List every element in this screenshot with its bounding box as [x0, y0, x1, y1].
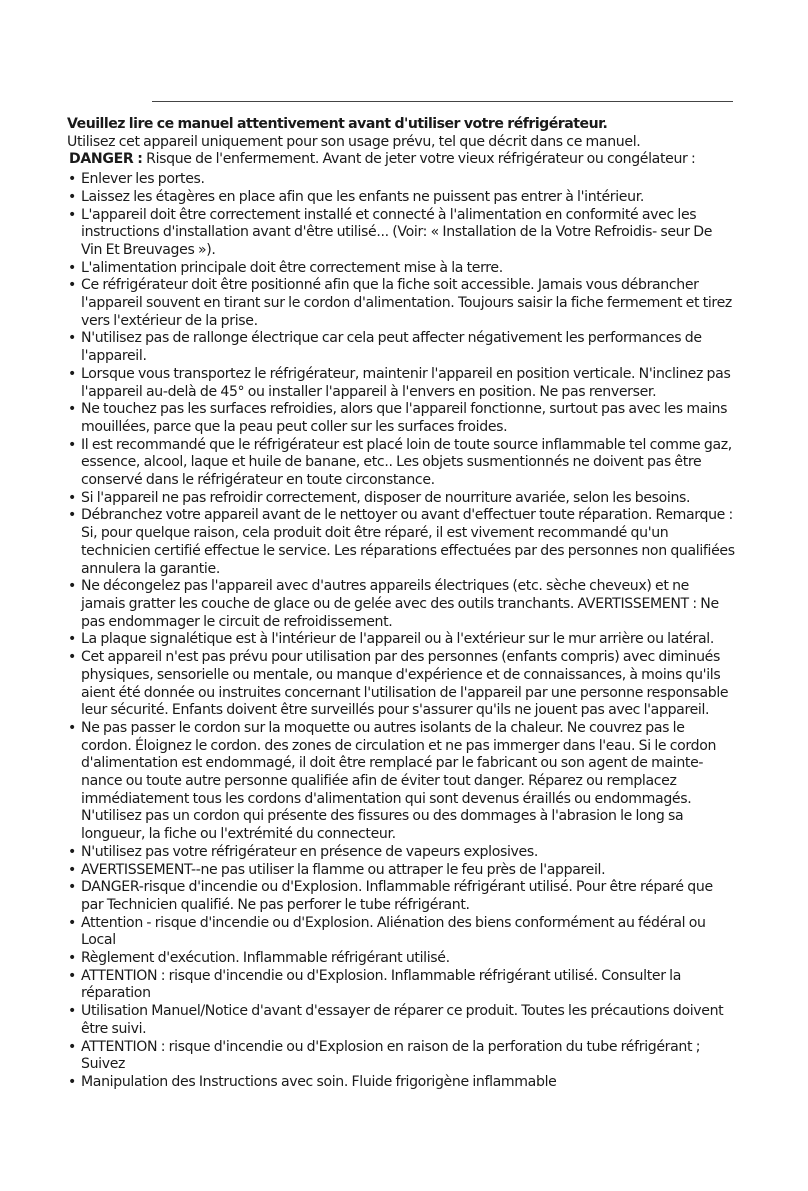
list-item: [67, 277, 735, 330]
list-item-text: Laissez les étagères en place afin que les enfants ne puissent pas entrer à l'intérieur.: [81, 188, 644, 205]
bullet-icon: •: [68, 401, 76, 418]
list-item-text: Enlever les portes.: [81, 171, 205, 188]
list-item: [67, 490, 735, 508]
bullet-icon: •: [68, 1003, 76, 1020]
list-item: [67, 189, 735, 207]
page-heading: Veuillez lire ce manuel attentivement avant d'utiliser votre réfrigérateur.: [67, 116, 608, 132]
list-item-text: Utilisation Manuel/Notice d'avant d'essayer de réparer ce produit. Toutes les précautions doivent être suivi.: [81, 1003, 724, 1037]
list-item-text: DANGER-risque d'incendie ou d'Explosion. Inflammable réfrigérant utilisé. Pour être réparé que par Technicien qualifié. Ne pas perforer le tube réfrigérant.: [81, 879, 713, 913]
list-item: [67, 366, 735, 401]
list-item: [67, 507, 735, 578]
bullet-icon: •: [68, 967, 76, 984]
intro-text: Utilisez cet appareil uniquement pour son usage prévu, tel que décrit dans ce manuel.: [67, 133, 641, 150]
list-item: [67, 1074, 735, 1092]
header-rule: [152, 101, 733, 102]
bullet-icon: •: [68, 861, 76, 878]
bullet-icon: •: [68, 843, 76, 860]
list-item-text: Ce réfrigérateur doit être positionné afin que la fiche soit accessible. Jamais vous débrancher l'appareil souvent en tirant sur le cordon d'alimentation. Toujours saisir la fiche fermement et tirez vers l'extérieur de la prise.: [81, 277, 732, 329]
bullet-icon: •: [68, 507, 76, 524]
list-item-text: AVERTISSEMENT--ne pas utiliser la flamme ou attraper le feu près de l'appareil.: [81, 861, 606, 878]
list-item-text: ATTENTION : risque d'incendie ou d'Explosion. Inflammable réfrigérant utilisé. Consulter la réparation: [81, 967, 682, 1002]
list-item-text: La plaque signalétique est à l'intérieur de l'appareil ou à l'extérieur sur le mur arrière ou latéral.: [81, 631, 714, 648]
bullet-icon: •: [68, 489, 76, 506]
bullet-icon: •: [68, 259, 76, 276]
list-item: [67, 915, 735, 950]
safety-instructions: [67, 116, 735, 1092]
list-item: [67, 950, 735, 968]
list-item-text: L'appareil doit être correctement installé et connecté à l'alimentation en conformité avec les instructions d'installation avant d'être utilisé... (Voir: « Installation de la Votre Refroidis- seur De Vin Et Breuvages »).: [81, 206, 713, 258]
list-item: [67, 649, 735, 720]
bullet-icon: •: [68, 277, 76, 294]
list-item: [67, 1003, 735, 1038]
list-item: [67, 207, 735, 260]
danger-label: DANGER :: [69, 151, 143, 168]
bullet-icon: •: [68, 914, 76, 931]
list-item: [67, 631, 735, 649]
bullet-icon: •: [68, 206, 76, 223]
list-item-text: Débranchez votre appareil avant de le nettoyer ou avant d'effectuer toute réparation. Remarque : Si, pour quelque raison, cela produit doit être réparé, il est vivement recommandé qu'un technicien certifié effectue le service. Les réparations effectuées par des personnes non qualifiées annulera la garantie.: [81, 507, 735, 577]
list-item-text: ATTENTION : risque d'incendie ou d'Explosion en raison de la perforation du tube réfrigérant ; Suivez: [81, 1038, 701, 1073]
bullet-icon: •: [68, 578, 76, 595]
bullet-icon: •: [68, 188, 76, 205]
list-item-text: Manipulation des Instructions avec soin. Fluide frigorigène inflammable: [81, 1073, 557, 1090]
list-item: [67, 968, 735, 1003]
list-item-text: Ne décongelez pas l'appareil avec d'autres appareils électriques (etc. sèche cheveux) et ne jamais gratter les couche de glace ou de gelée avec des outils tranchants. AVERTISSEMENT : Ne pas endommager le circuit de refroidissement.: [81, 578, 719, 630]
list-item: [67, 578, 735, 631]
list-item: [67, 260, 735, 278]
bullet-icon: •: [68, 879, 76, 896]
bullet-icon: •: [68, 631, 76, 648]
list-item-text: N'utilisez pas de rallonge électrique car cela peut affecter négativement les performances de l'appareil.: [81, 330, 702, 365]
bullet-icon: •: [68, 1073, 76, 1090]
bullet-icon: •: [68, 171, 76, 188]
danger-text: Risque de l'enfermement. Avant de jeter votre vieux réfrigérateur ou congélateur :: [142, 151, 696, 168]
list-item: [67, 862, 735, 880]
safety-list: [67, 171, 735, 1092]
list-item-text: Attention - risque d'incendie ou d'Explosion. Aliénation des biens conformément au fédéral ou Local: [81, 914, 706, 949]
bullet-icon: •: [68, 365, 76, 382]
bullet-icon: •: [68, 649, 76, 666]
bullet-icon: •: [68, 719, 76, 736]
list-item: [67, 171, 735, 189]
list-item-text: L'alimentation principale doit être correctement mise à la terre.: [81, 259, 503, 276]
list-item-text: Ne touchez pas les surfaces refroidies, alors que l'appareil fonctionne, surtout pas avec les mains mouillées, parce que la peau peut coller sur les surfaces froides.: [81, 401, 728, 435]
bullet-icon: •: [68, 950, 76, 967]
danger-warning: [69, 151, 735, 169]
list-item: [67, 401, 735, 436]
list-item: [67, 330, 735, 365]
bullet-icon: •: [68, 436, 76, 453]
list-item: [67, 879, 735, 914]
list-item: [67, 1039, 735, 1074]
list-item-text: Règlement d'exécution. Inflammable réfrigérant utilisé.: [81, 950, 450, 967]
list-item-text: N'utilisez pas votre réfrigérateur en présence de vapeurs explosives.: [81, 843, 538, 860]
bullet-icon: •: [68, 1038, 76, 1055]
list-item-text: Si l'appareil ne pas refroidir correctement, disposer de nourriture avariée, selon les besoins.: [81, 489, 691, 506]
list-item: [67, 437, 735, 490]
list-item-text: Lorsque vous transportez le réfrigérateur, maintenir l'appareil en position verticale. N'inclinez pas l'appareil au-delà de 45° ou installer l'appareil à l'envers en position. Ne pas renverser.: [81, 365, 731, 400]
list-item: [67, 844, 735, 862]
list-item: [67, 720, 735, 844]
list-item-text: Il est recommandé que le réfrigérateur est placé loin de toute source inflammable tel comme gaz, essence, alcool, laque et huile de banane, etc.. Les objets susmentionnés ne doivent pas être conservé dans le réfrigérateur en toute circonstance.: [81, 436, 732, 489]
bullet-icon: •: [68, 330, 76, 347]
list-item-text: Ne pas passer le cordon sur la moquette ou autres isolants de la chaleur. Ne couvrez pas le cordon. Éloignez le cordon. des zones de circulation et ne pas immerger dans l'eau. Si le cordon d'alimentation est endommagé, il doit être remplacé par le fabricant ou son agent de mainte- nance ou toute autre personne qualifiée afin de éviter tout danger. Réparez ou remplacez immédiatement tous les cordons d'alimentation qui sont devenus éraillés ou endommagés. N'utilisez pas un cordon qui présente des fissures ou des dommages à l'abrasion le long sa longueur, la fiche ou l'extrémité du connecteur.: [81, 719, 717, 843]
list-item-text: Cet appareil n'est pas prévu pour utilisation par des personnes (enfants compris) avec diminués physiques, sensorielle ou mentale, ou manque d'expérience et de connaissances, à moins qu'ils aient été donnée ou instruites concernant l'utilisation de l'appareil par une personne responsable leur sécurité. Enfants doivent être surveillés pour s'assurer qu'ils ne jouent pas avec l'appareil.: [81, 649, 729, 719]
